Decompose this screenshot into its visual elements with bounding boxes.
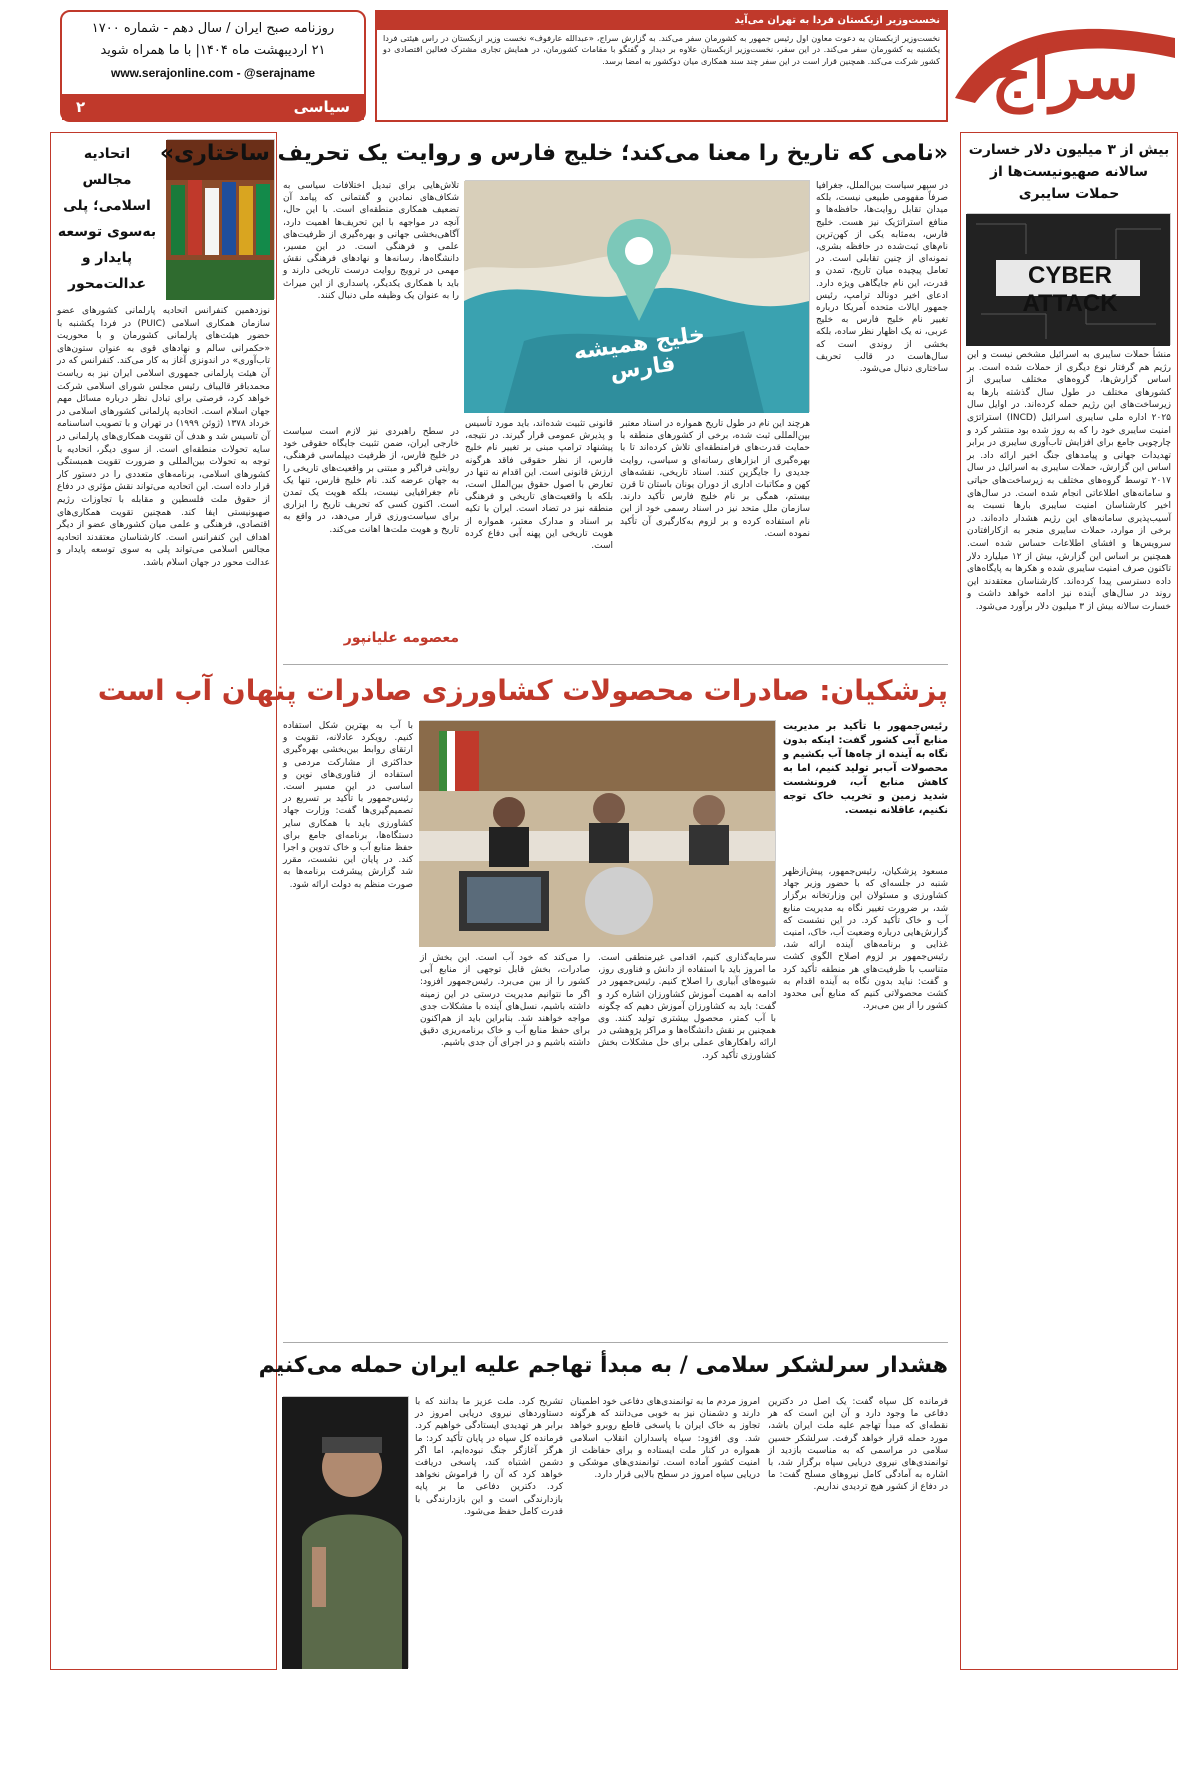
pezeshkian-col1: مسعود پزشکیان، رئیس‌جمهور، پیش‌ازظهر شنبه در جلسه‌ای که با حضور وزیر جهاد کشاورزی و مسئولان این وزارتخانه برگزار شد، بر ضرورت تغییر نگاه به مدیریت منابع آب و خاک تأکید کرد. در این نشست که گزارش‌هایی درباره وضعیت آب، خاک، امنیت غذایی و برنامه‌های آینده ارائه شد، رئیس‌جمهور بر لزوم اصلاح الگوی کشت متناسب با ظرفیت‌های هر منطقه تأکید کرد و گفت: نباید بدون نگاه به آینده اقدام به کشت محصولاتی کنیم که منابع آبی محدود کشور را از بین می‌برد. <box>783 867 948 1012</box>
top-news-box <box>375 10 948 122</box>
persian-gulf-col1: در سپهر سیاست بین‌الملل، جغرافیا صرفاً مفهومی طبیعی نیست، بلکه میدان تقابل روایت‌ها، حافظه‌ها و منافع استراتژیک نیز هست. خلیج فارس، به‌مثابه یکی از کهن‌ترین نام‌های ثبت‌شده در حافظه بشری، نمونه‌ای از چنین تقابلی است. در تعامل پیچیده میان تاریخ، تمدن و قدرت، این نام جایگاهی ویژه دارد. ادعای اخیر دونالد ترامپ، رئیس جمهور ایالات متحده آمریکا درباره تغییر نام خلیج فارس به خلیج عربی، نه یک اظهار نظر ساده، بلکه بخشی از روندی است که سال‌هاست در قالب تحریف ساختاری دنبال می‌شود. <box>816 181 948 375</box>
section-divider-2 <box>283 1342 948 1343</box>
left-sidebar-body: نوزدهمین کنفرانس اتحادیه پارلمانی کشورهای عضو سازمان همکاری اسلامی (PUIC) در فردا یکشنبه با حضور هیئت‌های پارلمانی کشورمان و با محوریت «حکمرانی سالم و نهادهای قوی به عنوان ستون‌های تاب‌آوری» در اندونزی آغاز به کار می‌کند. کنفرانس که در آن هیئت پارلمانی جمهوری اسلامی ایران نیز به ریاست محمدباقر قالیباف رئیس مجلس شورای اسلامی شرکت خواهد کرد، فرصتی برای تبادل نظر درباره مسائل مهم جهان اسلام است. اتحادیه پارلمانی کشورهای اسلامی در خرداد ۱۳۷۸ (ژوئن ۱۹۹۹) در تهران و با تصویب اساسنامه آن تاسیس شد و هدف آن تقویت همکاری‌های پارلمانی در سایه تحولات منطقه‌ای است. از سوی دیگر، اتحادیه با توجه به تحولات بین‌المللی و ضرورت تقویت همبستگی کشورهای اسلامی، برنامه‌های متعددی را در دستور کار قرار داده است. این اتحادیه می‌تواند نقش مؤثری در دفاع از حقوق ملت فلسطین و مقابله با تجاوزات رژیم صهیونیستی ایفا کند. همچنین تقویت همکاری‌های اقتصادی، فرهنگی و علمی میان کشورهای عضو از دیگر اهداف این کنفرانس است. کارشناسان معتقدند اتحادیه مجالس اسلامی می‌تواند پلی به سوی توسعه پایدار و عدالت محور در جهان اسلام باشد. <box>57 306 271 568</box>
salami-headline[interactable]: هشدار سرلشکر سلامی / به مبدأ تهاجم علیه ایران حمله می‌کنیم <box>258 1353 948 1378</box>
cyber-attack-image <box>967 213 1171 345</box>
section-strip <box>62 94 364 120</box>
pezeshkian-lead: رئیس‌جمهور با تأکید بر مدیریت منابع آبی کشور گفت: اینکه بدون نگاه به آینده از چاه‌ها آب بکشیم و محصولات آب‌بر تولید کنیم، اما به کاهش منابع آب، فرونشست شدید زمین و تخریب خاک توجه نکنیم، عاقلانه نیست. <box>783 721 948 816</box>
meeting-photo-graphic <box>419 721 775 947</box>
persian-gulf-headline[interactable]: «نامی که تاریخ را معنا می‌کند؛ خلیج فارس و روایت یک تحریف ساختاری» <box>159 141 948 166</box>
section-divider-1 <box>283 664 948 665</box>
right-sidebar-body: منشأ حملات سایبری به اسرائیل مشخص نیست و این رژیم هم گرفتار نوع دیگری از حملات شده است. بر اساس گزارش‌ها، گروه‌های مختلف سایبری از کشورهای مختلف در طول سال گذشته بارها به زیرساخت‌های این رژیم حمله کرده‌اند. در اوایل سال ۲۰۲۵ اداره ملی سایبری اسرائیل (INCD) استراتژی امنیت سایبری خود را که به روز شده بود منتشر کرد و چارچوبی جامع برای افزایش تاب‌آوری سایبری در برابر تهدیدات جهانی و پیامدهای جنگ اخیر ارائه داد. بر اساس این گزارش، حملات سایبری به اسرائیل در سال ۲۰۱۷ توسط گروه‌های مختلف به زیرساخت‌های حیاتی و سامانه‌های اطلاعاتی انجام شده است. در سال‌های اخیر کارشناسان امنیت سایبری بارها نسبت به آسیب‌پذیری سامانه‌های این رژیم هشدار داده‌اند. در برخی از موارد، حملات سایبری منجر به ازکارافتادن سرویس‌ها و افشای اطلاعات حساس شده است. همچنین بر اساس این گزارش، بیش از ۱۲ میلیارد دلار تاکنون صرف امنیت سایبری شده و هکرها به پایگاه‌های داده دسترسی پیدا کرده‌اند. کارشناسان معتقدند این روند در سال‌های آینده نیز ادامه خواهد داشت و خسارت سالانه بیش از ۳ میلیون دلار برآورد می‌شود. <box>967 350 1171 612</box>
persian-gulf-col3: قانونی تثبیت شده‌اند، باید مورد تأسیس و پذیرش عمومی قرار گیرند. در نتیجه، پیشنهاد ترامپ مبنی بر تغییر نام خلیج فارس، از نظر حقوقی فاقد هرگونه ارزش قانونی است. این اقدام نه تنها در تعارض با اصول حقوق بین‌الملل است، بلکه با واقعیت‌های تاریخی و فرهنگی منطقه نیز در تضاد است. ایران با تکیه بر اسناد و مدارک معتبر، همواره از هویت تاریخی این پهنه آبی دفاع کرده است. <box>465 419 613 552</box>
persian-gulf-col2: هرچند این نام در طول تاریخ همواره در اسناد معتبر بین‌المللی ثبت شده، برخی از کشورهای منطقه با حمایت قدرت‌های فرامنطقه‌ای تلاش کرده‌اند تا با بهره‌گیری از ابزارهای رسانه‌ای و سیاسی، روایت جدیدی را جایگزین کنند. اسناد تاریخی، نقشه‌های کهن و مکاتبات اداری از دوران یونان باستان تا قرن بیستم، همگی بر نام خلیج فارس تأکید دارند. سازمان ملل متحد نیز در اسناد رسمی خود از این نام استفاده کرده و بر لزوم به‌کارگیری آن تأکید نموده است. <box>620 419 810 539</box>
salami-col1: فرمانده کل سپاه گفت: یک اصل در دکترین دفاعی ما وجود دارد و آن این است که هر نقطه‌ای که مبدأ تهاجم علیه ملت ایران باشد، مورد حمله قرار خواهد گرفت. سرلشکر حسین سلامی در مراسمی که به مناسبت بازدید از توانمندی‌های نیروی دریایی سپاه برگزار شد، با اشاره به آمادگی کامل نیروهای مسلح گفت: ما در دفاع از کشور هیچ تردیدی نداریم. <box>768 1397 948 1493</box>
cyber-attack-label: CYBER ATTACK <box>1022 262 1118 317</box>
left-sidebar-article <box>50 132 277 1670</box>
pezeshkian-headline[interactable]: پزشکیان: صادرات محصولات کشاورزی صادرات پنهان آب است <box>97 674 948 707</box>
page-number: ۲ <box>76 98 86 116</box>
masthead-info-box <box>60 10 366 122</box>
paper-line: روزنامه صبح ایران / سال دهم - شماره ۱۷۰۰ <box>91 21 335 36</box>
pezeshkian-col3: را می‌کند که خود آب است. این بخش از صادرات، بخش قابل توجهی از منابع آبی کشور را از بین می‌برد. رئیس‌جمهور افزود: اگر ما نتوانیم مدیریت درستی در این زمینه داشته باشیم، نسل‌های آینده با مشکلات جدی مواجه خواهند شد. بنابراین باید از هم‌اکنون برای حفظ منابع آب و خاک برنامه‌ریزی دقیق داشته باشیم و در اجرای آن جدی باشیم. <box>420 953 590 1049</box>
salami-photo <box>283 1396 409 1668</box>
date-line: ۲۱ اردیبهشت ماه ۱۴۰۴| با ما همراه شوید <box>100 43 326 58</box>
salami-col2: امروز مردم ما به توانمندی‌های دفاعی خود اطمینان دارند و دشمنان نیز به خوبی می‌دانند که هرگونه تجاوز به خاک ایران با پاسخی قاطع روبرو خواهد شد. وی افزود: سپاه پاسداران انقلاب اسلامی همواره در کنار ملت ایستاده و برای حفاظت از امنیت کشور آماده است. توانمندی‌های موشکی و دریایی سپاه امروز در سطح بالایی قرار دارد. <box>570 1397 760 1481</box>
persian-gulf-col4: در سطح راهبردی نیز لازم است سیاست خارجی ایران، ضمن تثبیت جایگاه حقوقی خود در خلیج فارس، از ظرفیت دیپلماسی فرهنگی، روایتی فراگیر و مبتنی بر واقعیت‌های تاریخی را به جهان عرضه کند. نام خلیج فارس، تنها یک نام جغرافیایی نیست، بلکه هویت یک تمدن است. اکنون کسی که تحریف تاریخ را ابزاری برای سیاست‌ورزی قرار می‌دهد، در واقع به تاریخ و هویت ملت‌ها اهانت می‌کند. <box>283 427 459 535</box>
seraj-logo <box>935 8 1190 116</box>
pezeshkian-col4: با آب به بهترین شکل استفاده کنیم. رویکرد عادلانه، تقویت و ارتقای روابط بین‌بخشی بهره‌گیری حداکثری از مشارکت مردمی و استفاده از فناوری‌های نوین و اساسی در این مسیر است. رئیس‌جمهور با تأکید بر تسریع در تصمیم‌گیری‌ها گفت: وزارت جهاد کشاورزی باید با همکاری سایر دستگاه‌ها، برنامه‌ای جامع برای حفظ منابع آب و خاک تدوین و اجرا کند. در پایان این نشست، مقرر شد گزارش پیشرفت برنامه‌ها به صورت منظم به دولت ارائه شود. <box>283 721 413 890</box>
logo-text: سراج <box>990 39 1140 114</box>
section-name: سیاسی <box>293 98 350 116</box>
pezeshkian-meeting-photo <box>420 720 776 946</box>
persian-gulf-author: معصومه علیانپور <box>343 630 459 646</box>
left-sidebar-title[interactable]: اتحادیه مجالس اسلامی؛ پلی به‌سوی توسعه پایدار و عدالت‌محور <box>57 146 157 292</box>
salami-portrait-graphic <box>282 1397 408 1669</box>
salami-col3: تشریح کرد. ملت عزیز ما بدانند که با دستاوردهای نیروی دریایی امروز در برابر هر تهدیدی ایستادگی خواهیم کرد. فرمانده کل سپاه در پایان تأکید کرد: ما هرگز آغازگر جنگ نبوده‌ایم، اما اگر دشمن اشتباه کند، پاسخی دریافت خواهد کرد که آن را فراموش نخواهد کرد. دکترین دفاعی ما بر پایه بازدارندگی است و این بازدارندگی با قدرت کامل حفظ می‌شود. <box>415 1397 563 1517</box>
top-news-body: نخست‌وزیر ازبکستان به دعوت معاون اول رئیس جمهور به کشورمان سفر می‌کند. به گزارش سراج، «عبدالله عارفوف» نخست وزیر ازبکستان در راس هیئتی فردا یکشنبه به کشورمان سفر می‌کند. در این سفر، نخست‌وزیر ازبکستان علاوه بر دیدار و گفتگو با مقامات کشورمان، در همایش تجاری مشترک فعالین اقتصادی دو کشور شرکت می‌کند. همچنین قرار است در این سفر چند سند همکاری میان دوکشور به امضا برسد. <box>383 33 940 66</box>
top-news-title[interactable]: نخست‌وزیر ازبکستان فردا به تهران می‌آید <box>377 12 946 30</box>
right-sidebar-title[interactable]: بیش از ۳ میلیون دلار خسارت سالانه صهیونیست‌ها از حملات سایبری <box>968 142 1170 202</box>
right-sidebar-article <box>960 132 1178 1670</box>
masthead-logo-block <box>935 8 1190 116</box>
persian-gulf-map-image <box>465 180 810 412</box>
web-line[interactable]: www.serajonline.com - @serajname <box>111 66 315 80</box>
persian-gulf-col5: تلاش‌هایی برای تبدیل اختلافات سیاسی به شکاف‌های نمادین و گفتمانی که پیامد آن تضعیف همکاری منطقه‌ای است. با این حال، آنچه در مواجهه با این تحریف‌ها اهمیت دارد، آگاهی‌بخشی جهانی و بهره‌گیری از ظرفیت‌های علمی و فرهنگی است. در این مسیر، دانشگاه‌ها، رسانه‌ها و نهادهای فرهنگی نقش مهمی در ترویج روایت درست تاریخی دارند و باید با همکاری یکدیگر، پاسداری از این میراث را به عنوان یک وظیفه ملی دنبال کنند. <box>283 181 459 301</box>
pezeshkian-col2: سرمایه‌گذاری کنیم، اقدامی غیرمنطقی است. ما امروز باید با استفاده از دانش و فناوری روز، شیوه‌های آبیاری را اصلاح کنیم. رئیس‌جمهور در ادامه به اهمیت آموزش کشاورزان اشاره کرد و گفت: باید به کشاورزان آموزش دهیم که چگونه با آب کمتر، محصول بیشتری تولید کنند. وی همچنین بر نقش دانشگاه‌ها و مراکز پژوهشی در ارائه راهکارهای عملی برای حل مشکلات بخش کشاورزی تأکید کرد. <box>598 953 776 1061</box>
map-label: خلیج همیشه فارس <box>572 322 707 386</box>
